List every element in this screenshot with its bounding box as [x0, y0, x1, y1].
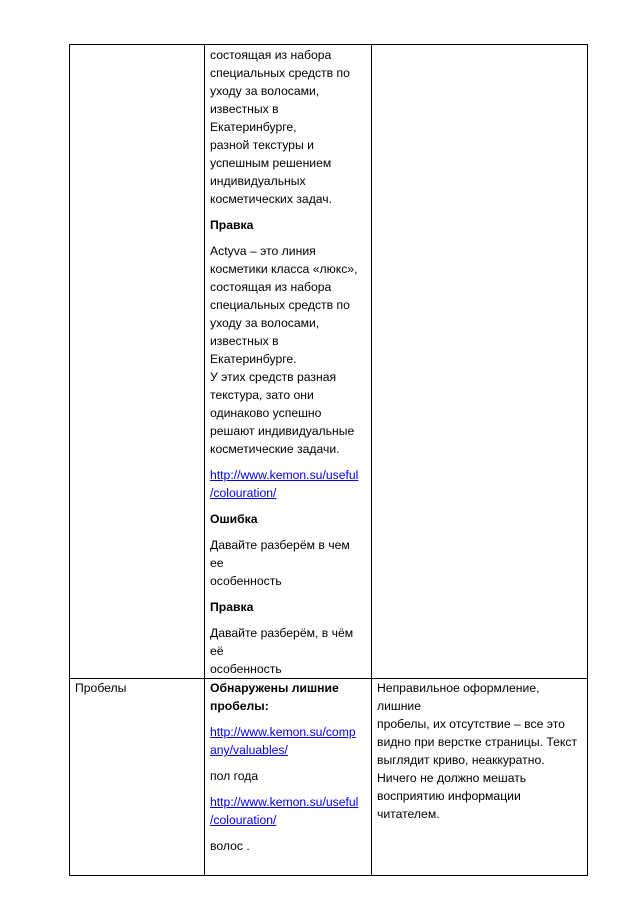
correction-heading: Правка [210, 218, 254, 232]
source-link[interactable]: http://www.kemon.su/useful /colouration/ [210, 468, 359, 500]
description-text: Неправильное оформление, лишние пробелы, их отсутствие – все это видно при верстке страницы. Текст выглядит криво, неаккуратно. Ничего не должно мешать восприятию информации читателем. [377, 681, 578, 821]
error-heading: Ошибка [210, 512, 258, 526]
description-cell [372, 45, 588, 679]
error-text: Давайте разберём в чем ее особенность [210, 538, 350, 588]
document-table [69, 44, 588, 876]
description-cell [372, 679, 588, 876]
corrected-text: Actyva – это линия косметики класса «люкс», состоящая из набора специальных средств по уходу за волосами, известных в Екатеринбурге. У этих средств разная текстура, зато они одинаково успешно решают индивидуальные косметические задачи. [210, 244, 358, 456]
original-text: состоящая из набора специальных средств по уходу за волосами, известных в Екатеринбурге, разной текстуры и успешным решением индивидуальных косметических задач. [210, 48, 350, 206]
link-paragraph-2 [210, 793, 366, 829]
example-cell [205, 45, 372, 679]
spaces-heading: Обнаружены лишние пробелы: [210, 681, 339, 713]
valuables-link[interactable]: http://www.kemon.su/comp any/valuables/ [210, 725, 356, 757]
example-cell [205, 679, 372, 876]
colouration-link[interactable]: http://www.kemon.su/useful /colouration/ [210, 795, 359, 827]
category-cell [70, 45, 205, 679]
category-cell: Пробелы [70, 679, 205, 876]
example-text-1: пол года [210, 769, 259, 783]
example-text-2: волос . [210, 839, 250, 853]
correction-heading-2: Правка [210, 600, 254, 614]
table-row [70, 45, 588, 679]
link-paragraph-1 [210, 723, 366, 759]
corrected-text-2: Давайте разберём, в чём её особенность [210, 626, 354, 676]
table-row [70, 679, 588, 876]
source-link-paragraph [210, 466, 366, 502]
